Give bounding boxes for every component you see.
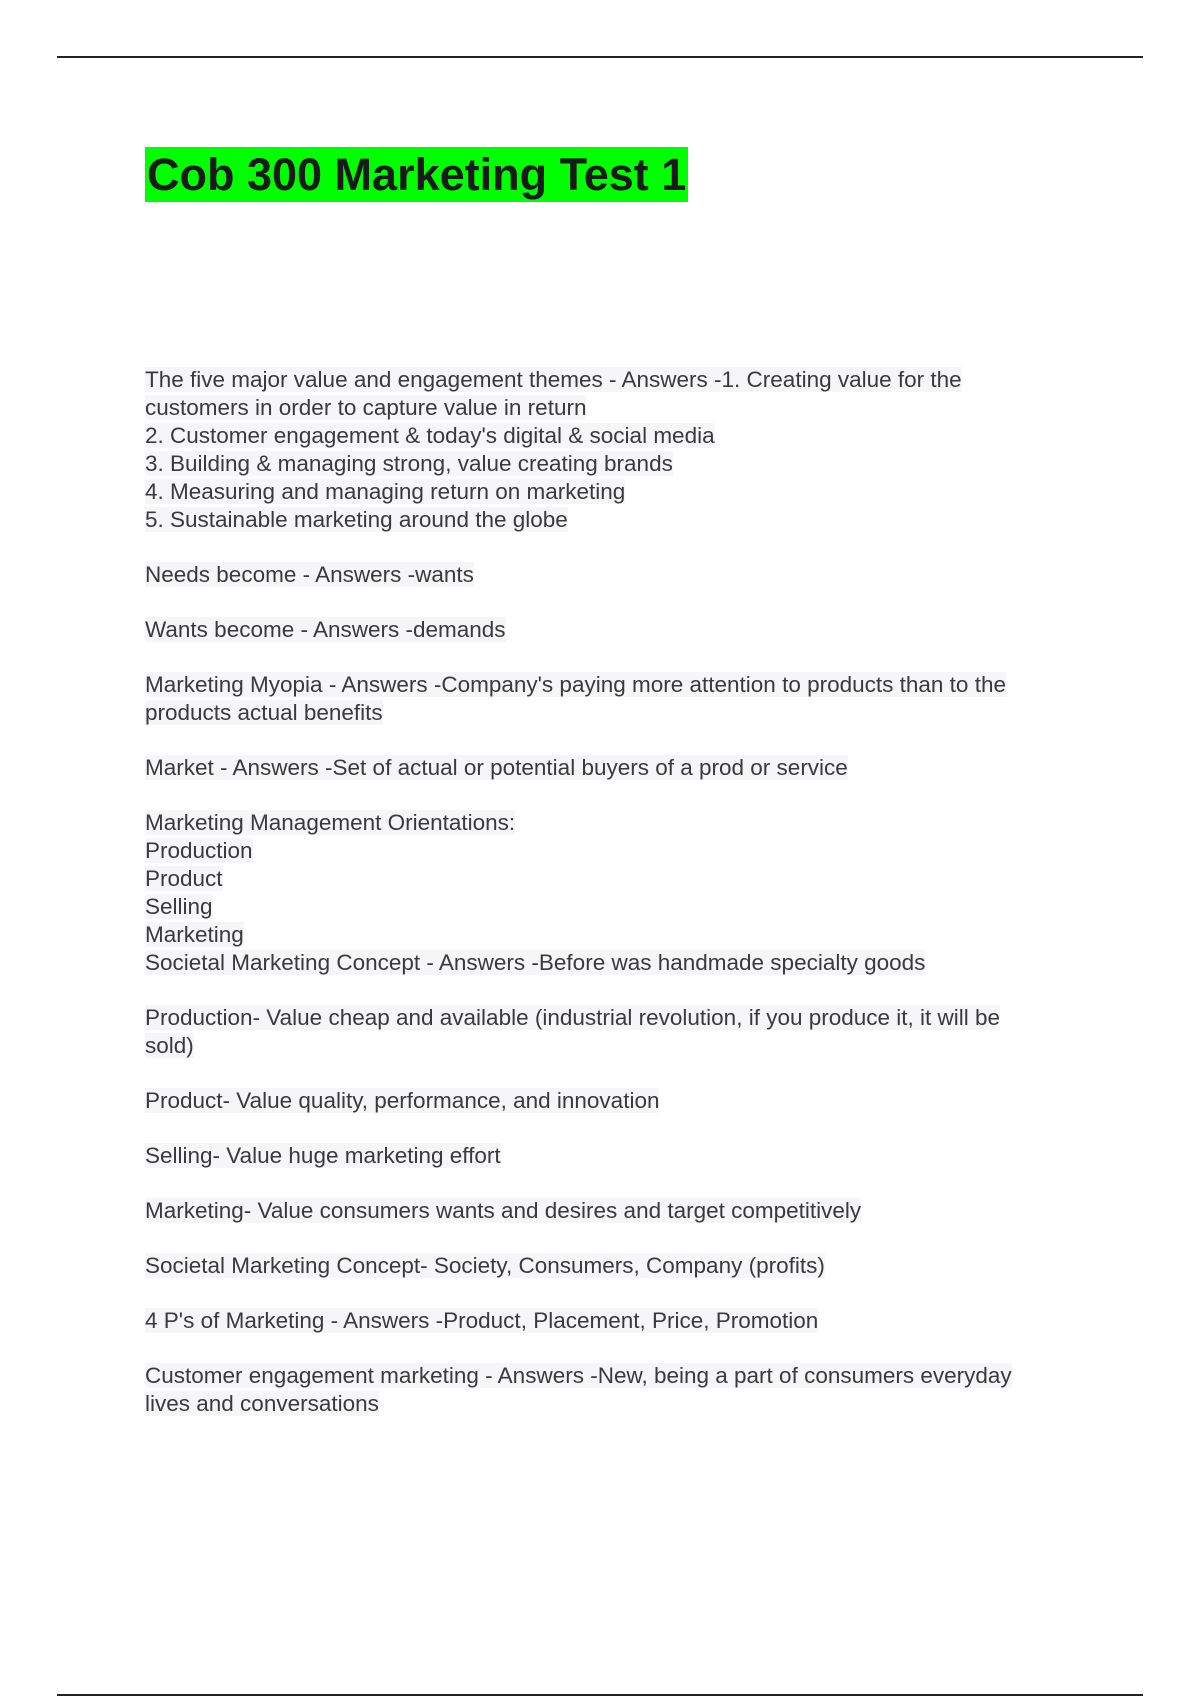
- entry-line-text: Market - Answers -Set of actual or potential buyers of a prod or service: [145, 755, 848, 780]
- entry-line-text: Production- Value cheap and available (industrial revolution, if you produce it, it will be: [145, 1005, 1001, 1030]
- document-title: Cob 300 Marketing Test 1: [147, 149, 687, 200]
- entry-line-text: The five major value and engagement themes - Answers -1. Creating value for the: [145, 367, 962, 392]
- entry-line: [145, 1390, 1085, 1418]
- entry-line-text: Product- Value quality, performance, and innovation: [145, 1088, 660, 1113]
- entry-line: [145, 478, 1085, 506]
- entry-line: [145, 450, 1085, 478]
- qa-entry: [145, 1004, 1085, 1060]
- entry-line: [145, 1362, 1085, 1390]
- qa-entry: [145, 809, 1085, 977]
- qa-entry: [145, 1362, 1085, 1418]
- entry-line-text: Product: [145, 866, 223, 891]
- entry-line-text: 2. Customer engagement & today's digital & social media: [145, 423, 715, 448]
- entry-line: [145, 865, 1085, 893]
- entry-line: [145, 366, 1085, 394]
- qa-entry: [145, 1197, 1085, 1225]
- entry-line-text: Marketing Management Orientations:: [145, 810, 516, 835]
- qa-entry: [145, 561, 1085, 589]
- entry-line-text: 4 P's of Marketing - Answers -Product, Placement, Price, Promotion: [145, 1308, 819, 1333]
- entry-line-text: Marketing Myopia - Answers -Company's paying more attention to products than to the: [145, 672, 1006, 697]
- entry-line: [145, 837, 1085, 865]
- entry-line-text: Production: [145, 838, 253, 863]
- entry-line: [145, 506, 1085, 534]
- entry-line: [145, 616, 1085, 644]
- qa-entry: [145, 1307, 1085, 1335]
- entry-line: [145, 754, 1085, 782]
- entry-line-text: Marketing: [145, 922, 244, 947]
- qa-entry: [145, 366, 1085, 534]
- entry-line: [145, 1197, 1085, 1225]
- entry-line: [145, 1087, 1085, 1115]
- entry-line-text: customers in order to capture value in return: [145, 395, 587, 420]
- qa-entry: [145, 1142, 1085, 1170]
- entry-line-text: Societal Marketing Concept- Society, Consumers, Company (profits): [145, 1253, 825, 1278]
- qa-entry: [145, 671, 1085, 727]
- entry-line-text: lives and conversations: [145, 1391, 379, 1416]
- entry-line: [145, 671, 1085, 699]
- entry-line-text: Wants become - Answers -demands: [145, 617, 506, 642]
- entry-line: [145, 809, 1085, 837]
- entry-line: [145, 1142, 1085, 1170]
- entry-line: [145, 1032, 1085, 1060]
- qa-entry: [145, 1252, 1085, 1280]
- bottom-rule: [57, 1694, 1143, 1696]
- entry-line-text: Needs become - Answers -wants: [145, 562, 474, 587]
- entry-line: [145, 699, 1085, 727]
- entry-line: [145, 949, 1085, 977]
- entry-line-text: Marketing- Value consumers wants and desires and target competitively: [145, 1198, 862, 1223]
- qa-entry: [145, 616, 1085, 644]
- entry-line-text: 5. Sustainable marketing around the globe: [145, 507, 568, 532]
- entry-line-text: Selling: [145, 894, 213, 919]
- top-rule: [57, 56, 1143, 58]
- entry-line-text: Customer engagement marketing - Answers -New, being a part of consumers everyday: [145, 1363, 1012, 1388]
- entry-line: [145, 1307, 1085, 1335]
- entry-line-text: Societal Marketing Concept - Answers -Before was handmade specialty goods: [145, 950, 926, 975]
- entry-line-text: sold): [145, 1033, 194, 1058]
- entry-line-text: Selling- Value huge marketing effort: [145, 1143, 501, 1168]
- document-body: [145, 366, 1085, 1445]
- entry-line: [145, 394, 1085, 422]
- entry-line-text: products actual benefits: [145, 700, 383, 725]
- entry-line: [145, 1252, 1085, 1280]
- entry-line: [145, 921, 1085, 949]
- entry-line-text: 3. Building & managing strong, value creating brands: [145, 451, 673, 476]
- entry-line: [145, 561, 1085, 589]
- qa-entry: [145, 754, 1085, 782]
- entry-line-text: 4. Measuring and managing return on marketing: [145, 479, 626, 504]
- entry-line: [145, 893, 1085, 921]
- qa-entry: [145, 1087, 1085, 1115]
- entry-line: [145, 422, 1085, 450]
- entry-line: [145, 1004, 1085, 1032]
